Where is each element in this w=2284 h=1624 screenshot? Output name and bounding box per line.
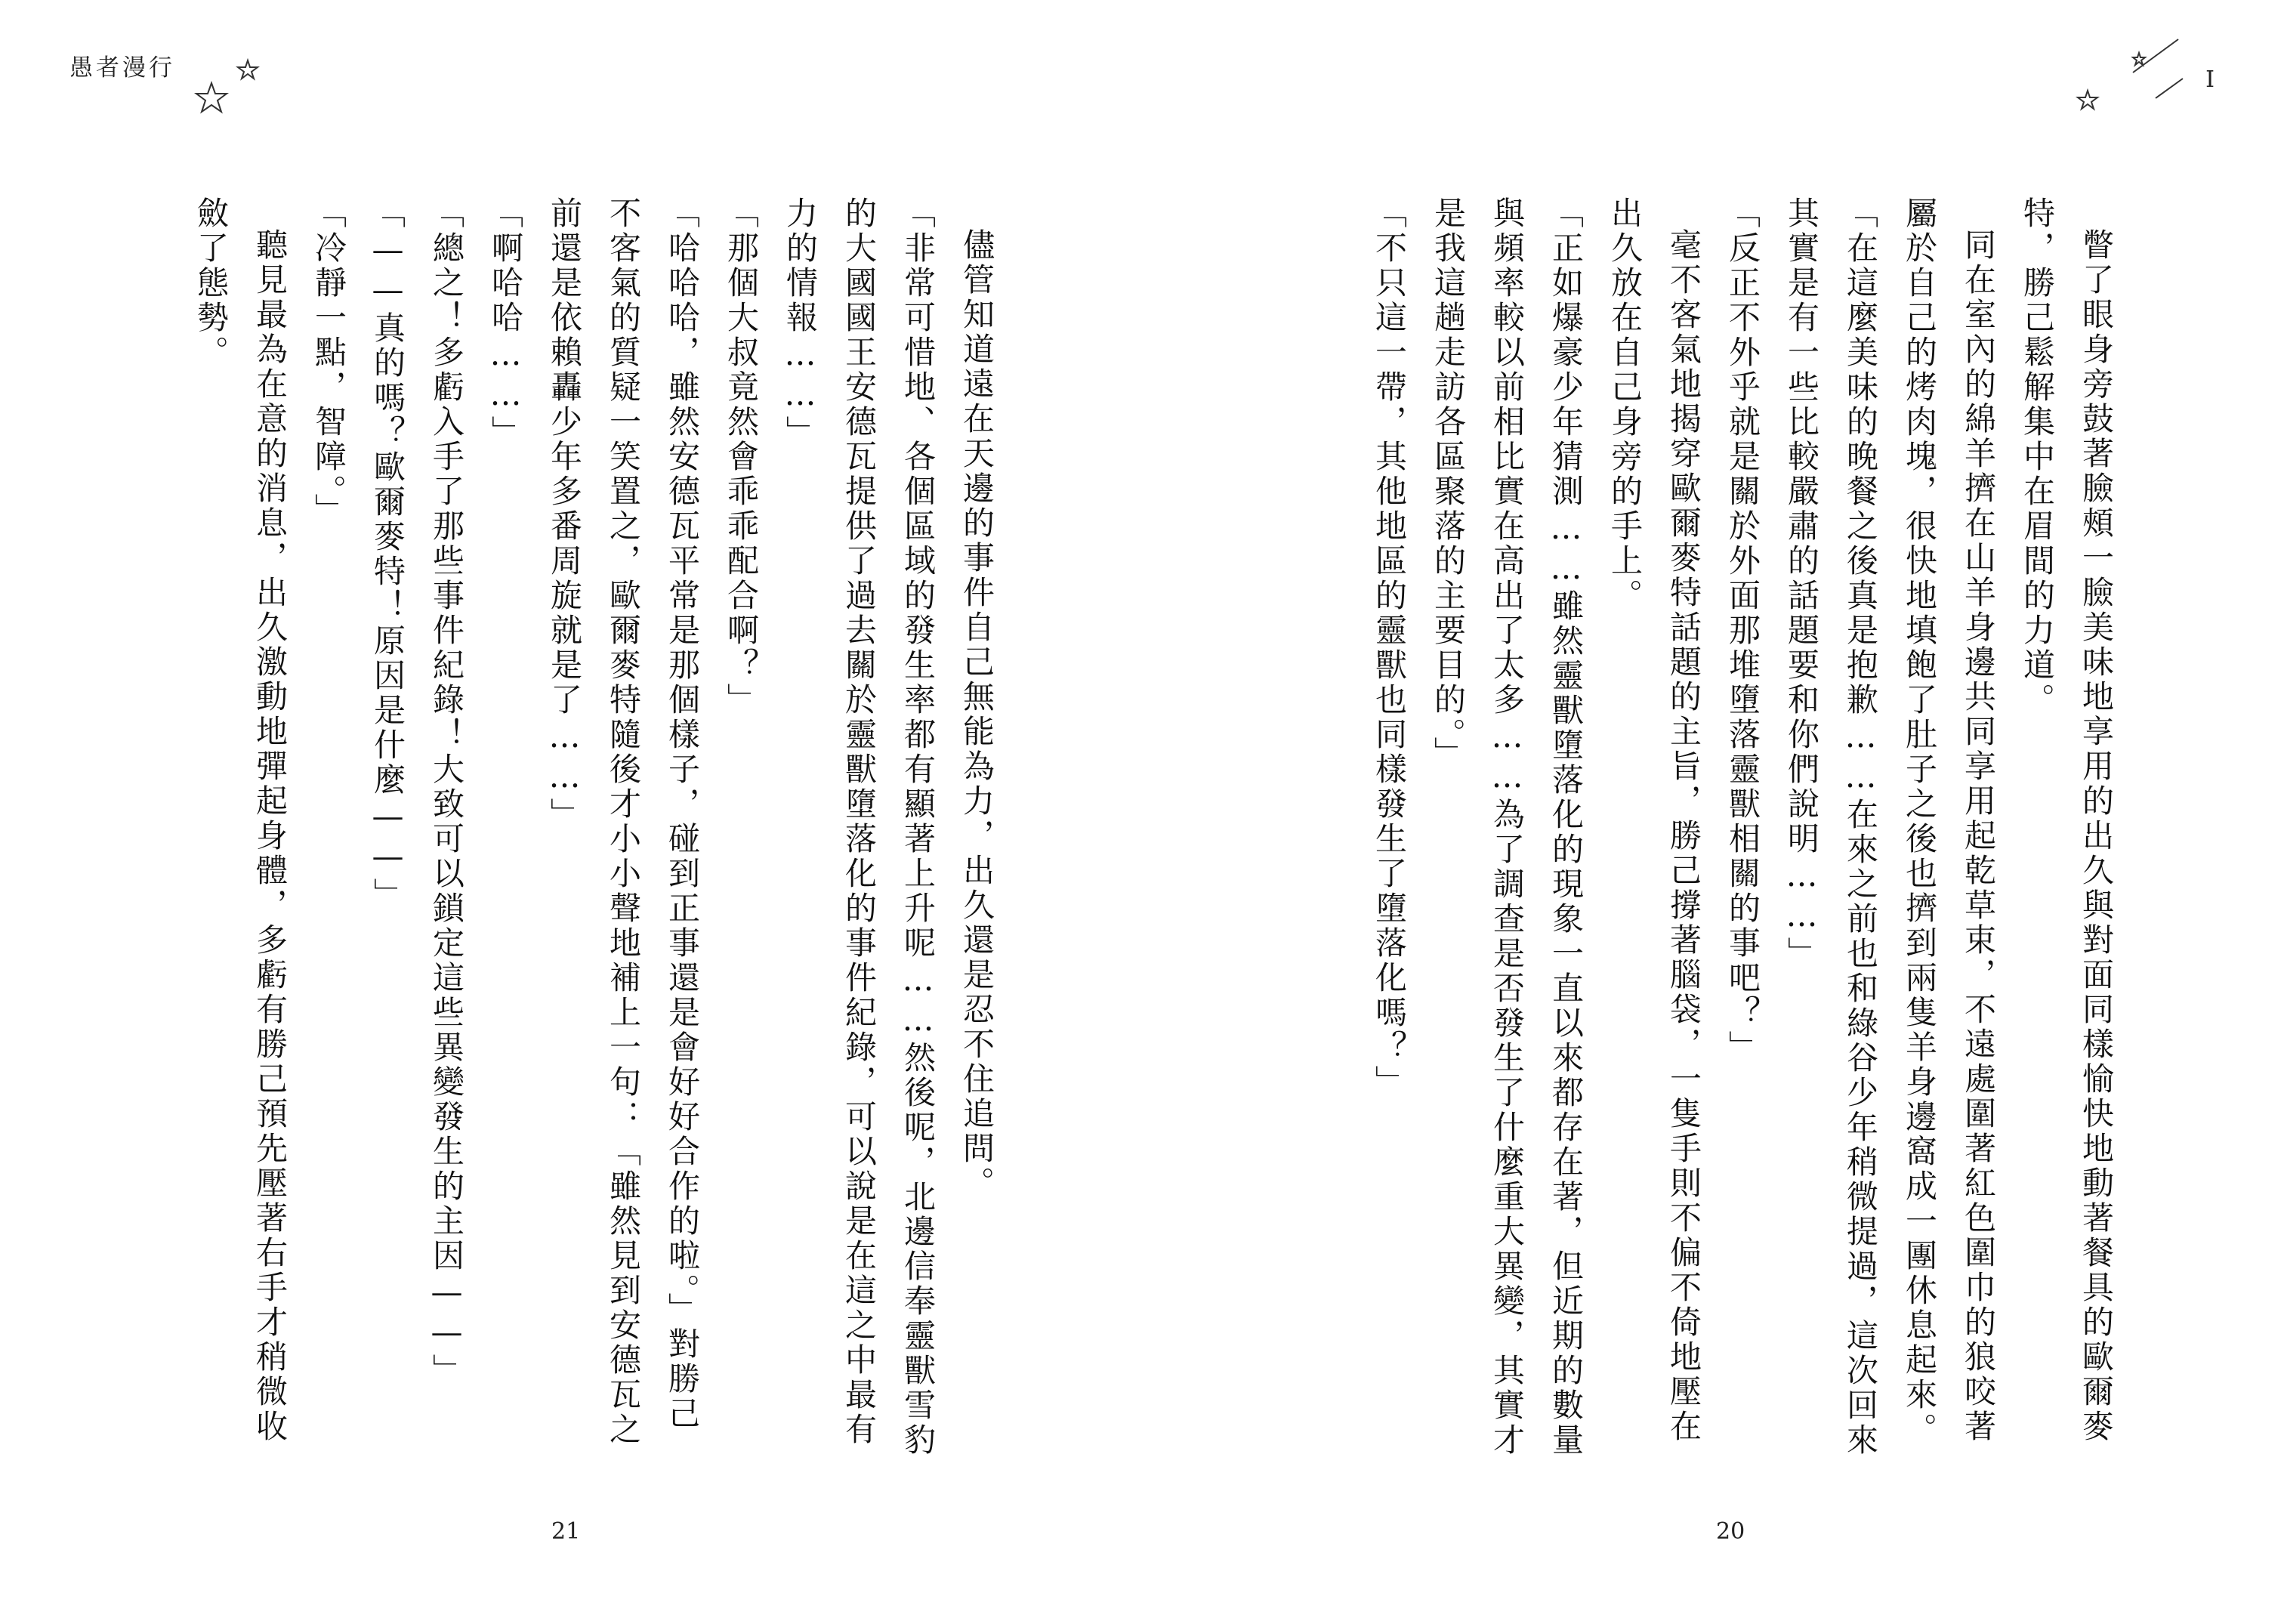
paragraph: 「哈哈哈，雖然安德瓦平常是那個樣子，碰到正事還是會好好合作的啦。」對勝己不客氣的質疑一笑置之，歐爾麥特隨後才小小聲地補上一句：「雖然見到安德瓦之前還是依賴轟少年多番周旋就是了……」 — [546, 196, 701, 1447]
paragraph: 「啊哈哈……」 — [487, 196, 524, 450]
paragraph: 「不只這一帶，其他地區的靈獸也同樣發生了墮落化嗎？」 — [1371, 196, 1408, 1100]
paragraph: 「總之！多虧入手了那些事件紀錄！大致可以鎖定這些異變發生的主因——」 — [428, 196, 465, 1388]
left-page-body — [168, 196, 1006, 1465]
paragraph: 「那個大叔竟然會乖乖配合啊？」 — [723, 196, 760, 718]
paragraph: 「冷靜一點，智障。」 — [310, 196, 347, 528]
paragraph: 聽見最為在意的消息，出久激動地彈起身體，多虧有勝己預先壓著右手才稍微收斂了態勢。 — [193, 196, 289, 1444]
section-mark: I — [2205, 66, 2215, 93]
paragraph: 瞥了眼身旁鼓著臉頰一臉美味地享用的出久與對面同樣愉快地動著餐具的歐爾麥特，勝己鬆解集中在眉間的力道。 — [2019, 196, 2115, 1444]
right-page — [1142, 0, 2284, 1624]
paragraph: 「正如爆豪少年猜測……雖然靈獸墮落化的現象一直以來都存在著，但近期的數量與頻率較以前相比實在高出了太多……為了調查是否發生了什麼重大異變，其實才是我這趟走訪各區聚落的主要目的。」 — [1430, 196, 1585, 1458]
paragraph: 同在室內的綿羊擠在山羊身邊共同享用起乾草束，不遠處圍著紅色圍巾的狼咬著屬於自己的烤肉塊，很快地填飽了肚子之後也擠到兩隻羊身邊窩成一團休息起來。 — [1901, 196, 1997, 1447]
right-page-body — [1279, 196, 2125, 1465]
running-head: 愚者漫行 — [69, 54, 175, 82]
paragraph: 「在這麼美味的晚餐之後真是抱歉……在來之前也和綠谷少年稍微提過，這次回來其實是有一些比較嚴肅的話題要和你們說明……」 — [1783, 196, 1879, 1458]
star-decoration-icon — [189, 53, 272, 121]
paragraph: 儘管知道遠在天邊的事件自己無能為力，出久還是忍不住追問。 — [958, 228, 995, 1201]
page-number: 20 — [1716, 1518, 1745, 1545]
paragraph: 「非常可惜地、各個區域的發生率都有顯著上升呢……然後呢，北邊信奉靈獸雪豹的大國國王安德瓦提供了過去關於靈獸墮落化的事件紀錄，可以說是在這之中最有力的情報……」 — [782, 196, 937, 1458]
paragraph: 「反正不外乎就是關於外面那堆墮落靈獸相關的事吧？」 — [1724, 196, 1761, 1065]
paragraph: 「——真的嗎？歐爾麥特！原因是什麼——」 — [369, 196, 406, 912]
star-decoration-icon — [2073, 45, 2148, 121]
paragraph: 毫不客氣地揭穿歐爾麥特話題的主旨，勝己撐著腦袋，一隻手則不偏不倚地壓在出久放在自己身旁的手上。 — [1607, 196, 1702, 1444]
page-number: 21 — [551, 1518, 581, 1545]
